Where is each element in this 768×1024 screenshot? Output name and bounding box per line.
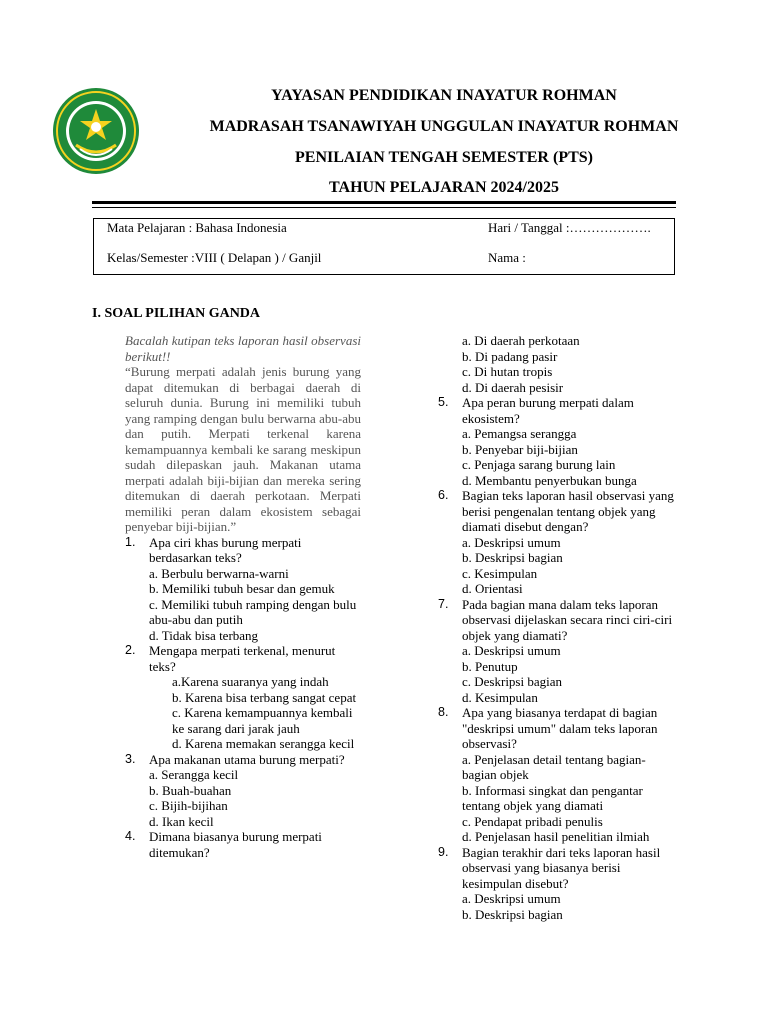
option-c: c. Penjaga sarang burung lain (462, 457, 616, 472)
option-b: b. Penyebar biji-bijian (462, 441, 578, 457)
question-number: 6. (438, 488, 449, 502)
option-d: d. Penjelasan hasil penelitian ilmiah (462, 829, 650, 844)
academic-year: TAHUN PELAJARAN 2024/2025 (329, 179, 559, 196)
question-number: 3. (125, 751, 136, 766)
question-text: Apa yang biasanya terdapat di bagian "deskripsi umum" dalam teks laporan observasi? (462, 705, 658, 751)
question-4 (125, 829, 361, 860)
day-date-field: Hari / Tanggal :………………. (488, 220, 651, 235)
right-column (438, 333, 678, 922)
option-b: b. Informasi singkat dan pengantar tentang objek yang diamati (462, 782, 643, 813)
question-number: 4. (125, 829, 136, 843)
option-b: b. Di padang pasir (462, 348, 558, 364)
question-text: Bagian teks laporan hasil observasi yang berisi pengenalan tentang objek yang diamati disebut dengan? (462, 488, 674, 534)
option-d: d. Di daerah pesisir (462, 379, 564, 395)
question-number: 7. (438, 596, 449, 611)
question-number: 1. (125, 534, 136, 549)
foundation-title: YAYASAN PENDIDIKAN INAYATUR ROHMAN (271, 87, 617, 104)
option-d: d. Membantu penyerbukan bunga (462, 472, 637, 488)
exam-title: PENILAIAN TENGAH SEMESTER (PTS) (295, 149, 593, 166)
option-a: a.Karena suaranya yang indah (172, 674, 329, 689)
option-a: a. Penjelasan detail tentang bagian-bagian objek (462, 751, 646, 782)
class-semester-field: Kelas/Semester :VIII ( Delapan ) / Ganjil (107, 250, 322, 265)
option-c: c. Di hutan tropis (462, 364, 553, 379)
option-b: b. Deskripsi bagian (462, 550, 563, 565)
option-c: c. Kesimpulan (462, 565, 538, 581)
option-b: b. Memiliki tubuh besar dan gemuk (149, 581, 335, 596)
header-divider-thin (92, 207, 676, 208)
question-text: Apa ciri khas burung merpati berdasarkan teks? (149, 534, 302, 565)
question-text: Dimana biasanya burung merpati ditemukan? (149, 829, 322, 860)
option-b: b. Deskripsi bagian (462, 906, 563, 922)
question-1 (125, 535, 361, 644)
question-5 (438, 395, 678, 488)
question-2 (125, 643, 361, 752)
option-c: c. Memiliki tubuh ramping dengan bulu abu-abu dan putih (149, 596, 357, 627)
question-text: Apa makanan utama burung merpati? (149, 751, 345, 767)
question-6 (438, 488, 678, 597)
question-7 (438, 597, 678, 706)
question-3 (125, 752, 361, 830)
option-b: b. Penutup (462, 658, 518, 674)
header-divider-thick (92, 201, 676, 204)
option-d: d. Ikan kecil (149, 813, 214, 829)
section-title: I. SOAL PILIHAN GANDA (92, 306, 261, 321)
option-d: d. Karena memakan serangga kecil (172, 736, 355, 751)
option-c: c. Deskripsi bagian (462, 674, 563, 689)
option-a: a. Deskripsi umum (462, 534, 561, 550)
reading-passage: “Burung merpati adalah jenis burung yang dapat ditemukan di berbagai daerah di seluruh dunia. Burung ini memiliki tubuh yang ramping dengan bulu berwarna abu-abu dan putih. Merpati terkenal karena kemampuannya kembali ke sarang meskipun sudah dilepaskan jauh. Makanan utama merpati adalah biji-bijian dan mereka sering ditemukan di daerah perkotaan. Merpati memiliki peran dalam ekosistem sebagai penyebar biji-bijian.” (125, 364, 361, 534)
option-a: a. Pemangsa serangga (462, 426, 577, 441)
left-column (125, 333, 361, 860)
question-number: 9. (438, 844, 449, 859)
question-number: 8. (438, 705, 449, 719)
option-a: a. Deskripsi umum (462, 891, 561, 906)
reading-instruction: Bacalah kutipan teks laporan hasil observasi berikut!! (125, 333, 361, 364)
option-a: a. Deskripsi umum (462, 643, 561, 658)
question-number: 5. (438, 395, 449, 409)
option-d: d. Orientasi (462, 581, 523, 596)
exam-info-box (93, 218, 675, 275)
question-text: Mengapa merpati terkenal, menurut teks? (149, 643, 336, 674)
option-d: d. Tidak bisa terbang (149, 627, 259, 643)
question-text: Bagian terakhir dari teks laporan hasil observasi yang biasanya berisi kesimpulan disebut? (462, 844, 661, 891)
question-9 (438, 845, 678, 923)
option-c: c. Pendapat pribadi penulis (462, 813, 603, 829)
question-text: Pada bagian mana dalam teks laporan observasi dijelaskan secara rinci ciri-ciri objek yang diamati? (462, 596, 673, 643)
option-a: a. Serangga kecil (149, 767, 239, 782)
option-a: a. Berbulu berwarna-warni (149, 565, 289, 581)
school-title: MADRASAH TSANAWIYAH UNGGULAN INAYATUR ROHMAN (209, 118, 679, 135)
subject-field: Mata Pelajaran : Bahasa Indonesia (107, 220, 287, 235)
option-a: a. Di daerah perkotaan (462, 333, 580, 348)
question-text: Apa peran burung merpati dalam ekosistem? (462, 395, 634, 426)
question-number: 2. (125, 643, 136, 657)
option-c: c. Bijih-bijihan (149, 798, 228, 813)
question-4-options (438, 333, 678, 395)
question-8 (438, 705, 678, 845)
option-d: d. Kesimpulan (462, 689, 538, 705)
option-c: c. Karena kemampuannya kembali ke sarang dari jarak jauh (172, 705, 353, 736)
option-b: b. Karena bisa terbang sangat cepat (172, 689, 357, 705)
option-b: b. Buah-buahan (149, 782, 232, 798)
student-name-field: Nama : (488, 250, 526, 265)
